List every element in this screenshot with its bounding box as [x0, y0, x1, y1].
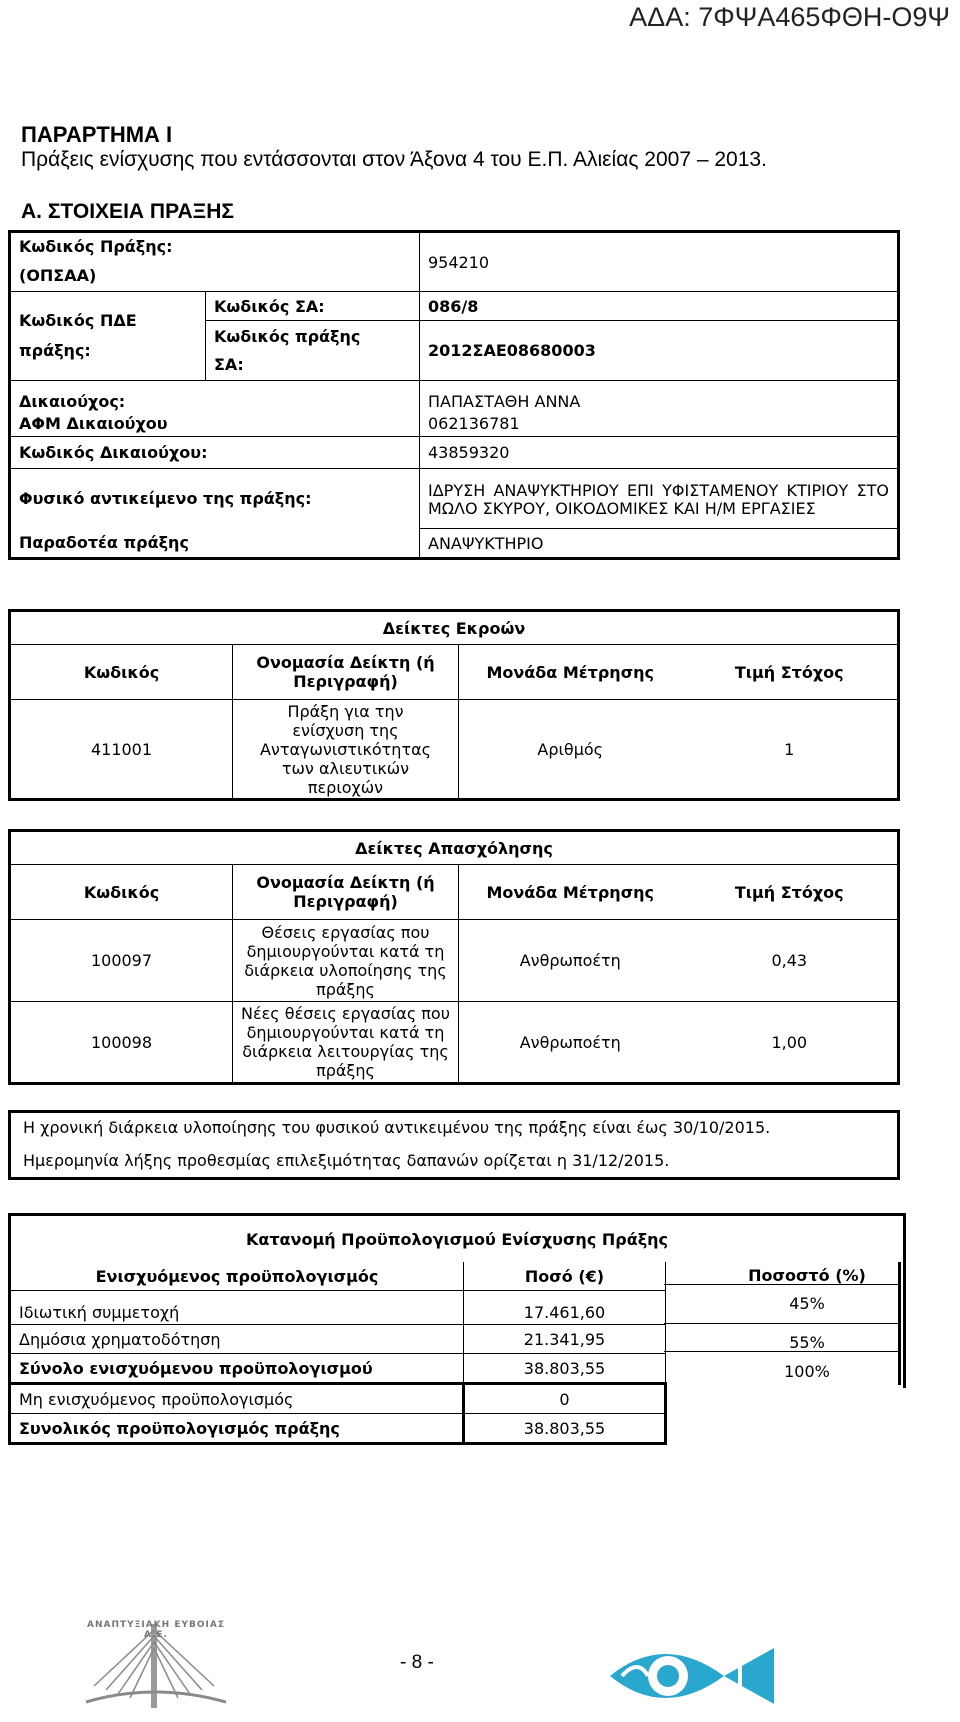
budget-row-amount: 38.803,55 — [464, 1414, 666, 1444]
employment-unit: Ανθρωποέτη — [459, 1002, 682, 1084]
beneficiary-code-label: Κωδικός Δικαιούχου: — [10, 437, 420, 469]
budget-table — [8, 1262, 667, 1445]
output-header-code: Κωδικός — [10, 645, 233, 700]
employment-name: Θέσεις εργασίας που δημιουργούνται κατά τη διάρκεια υλοποίησης της πράξης — [233, 920, 459, 1002]
afm-value: 062136781 — [420, 411, 899, 437]
page-number: - 8 - — [400, 1652, 434, 1673]
table-row — [10, 1325, 666, 1354]
output-indicators-table — [8, 609, 900, 801]
employment-target: 0,43 — [682, 920, 899, 1002]
annex-heading: ΠΑΡΑΡΤΗΜΑ Ι — [21, 122, 173, 147]
table-row — [10, 1414, 666, 1444]
budget-row-percent: 100% — [784, 1362, 830, 1381]
physical-object-value: ΙΔΡΥΣΗ ΑΝΑΨΥΚΤΗΡΙΟΥ ΕΠΙ ΥΦΙΣΤΑΜΕΝΟΥ ΚΤΙΡΙΟΥ ΣΤΟ ΜΩΛΟ ΣΚΥΡΟΥ, ΟΙΚΟΔΟΜΙΚΕΣ ΚΑΙ Η/Μ ΕΡΓΑΣΙΕΣ — [420, 469, 899, 529]
employment-header-target: Τιμή Στόχος — [682, 865, 899, 920]
employment-name: Νέες θέσεις εργασίας που δημιουργούνται κατά τη διάρκεια λειτουργίας της πράξης — [233, 1002, 459, 1084]
budget-row-amount: 21.341,95 — [464, 1325, 666, 1354]
table-row — [10, 920, 899, 1002]
sa-action-code-value: 2012ΣΑΕ08680003 — [420, 321, 899, 381]
employment-code: 100098 — [10, 1002, 233, 1084]
output-unit: Αριθμός — [459, 700, 682, 800]
budget-row-amount: 17.461,60 — [464, 1291, 666, 1325]
action-code-label: Κωδικός Πράξης: — [10, 232, 420, 261]
budget-row-percent: 45% — [789, 1294, 825, 1313]
budget-header-percent: Ποσοστό (%) — [748, 1266, 866, 1285]
budget-row-label: Μη ενισχυόμενος προϋπολογισμός — [10, 1384, 464, 1414]
budget-row-label: Συνολικός προϋπολογισμός πράξης — [10, 1414, 464, 1444]
sa-code-value: 086/8 — [420, 292, 899, 321]
beneficiary-value: ΠΑΠΑΣΤΑΘΗ ΑΝΝΑ — [420, 381, 899, 411]
output-indicators-title: Δείκτες Εκροών — [10, 611, 899, 645]
budget-row-amount: 38.803,55 — [464, 1354, 666, 1384]
output-header-unit: Μονάδα Μέτρησης — [459, 645, 682, 700]
action-code-value: 954210 — [420, 232, 899, 292]
logo-text: ΑΝΑΠΤΥΞΙΑΚΗ ΕΥΒΟΙΑΣ Α.Ε. — [87, 1620, 225, 1640]
budget-row-label: Σύνολο ενισχυόμενου προϋπολογισμού — [10, 1354, 464, 1384]
duration-line-1: Η χρονική διάρκεια υλοποίησης του φυσικού αντικειμένου της πράξης είναι έως 30/10/2015. — [23, 1118, 771, 1137]
deliverable-value: ΑΝΑΨΥΚΤΗΡΙΟ — [420, 529, 899, 559]
budget-row-amount: 0 — [464, 1384, 666, 1414]
employment-header-code: Κωδικός — [10, 865, 233, 920]
afm-label: ΑΦΜ Δικαιούχου — [10, 411, 420, 437]
fish-eye-logo-icon — [604, 1640, 780, 1712]
table-row — [10, 1291, 666, 1325]
section-a-title: Α. ΣΤΟΙΧΕΙΑ ΠΡΑΞΗΣ — [21, 200, 234, 223]
table-row — [10, 1002, 899, 1084]
deliverable-label: Παραδοτέα πράξης — [10, 529, 420, 559]
budget-title: Κατανομή Προϋπολογισμού Ενίσχυσης Πράξης — [245, 1230, 669, 1249]
budget-row-label: Ιδιωτική συμμετοχή — [10, 1291, 464, 1325]
employment-header-unit: Μονάδα Μέτρησης — [459, 865, 682, 920]
budget-header-label: Ενισχυόμενος προϋπολογισμός — [10, 1262, 464, 1291]
budget-row-label: Δημόσια χρηματοδότηση — [10, 1325, 464, 1354]
table-row — [10, 700, 899, 800]
pde-code-label: Κωδικός ΠΔΕ πράξης: — [10, 292, 206, 381]
output-name: Πράξη για την ενίσχυση της Ανταγωνιστικότητας των αλιευτικών περιοχών — [233, 700, 459, 800]
annex-subheading: Πράξεις ενίσχυσης που εντάσσονται στον Άξονα 4 του Ε.Π. Αλιείας 2007 – 2013. — [21, 148, 767, 171]
employment-code: 100097 — [10, 920, 233, 1002]
ada-code: ΑΔΑ: 7ΦΨΑ465ΦΘΗ-Ο9Ψ — [629, 2, 950, 32]
table-row — [10, 1384, 666, 1414]
action-details-table — [8, 230, 900, 560]
sa-code-label: Κωδικός ΣΑ: — [206, 292, 420, 321]
output-code: 411001 — [10, 700, 233, 800]
employment-unit: Ανθρωποέτη — [459, 920, 682, 1002]
budget-header-amount: Ποσό (€) — [464, 1262, 666, 1291]
sa-action-code-label: Κωδικός πράξης ΣΑ: — [206, 321, 420, 381]
budget-row-percent: 55% — [789, 1333, 825, 1352]
employment-indicators-table — [8, 829, 900, 1085]
output-target: 1 — [682, 700, 899, 800]
anaptyxiaki-logo — [86, 1620, 226, 1712]
physical-object-label: Φυσικό αντικείμενο της πράξης: — [10, 469, 420, 529]
output-header-name: Ονομασία Δείκτη (ή Περιγραφή) — [233, 645, 459, 700]
output-header-target: Τιμή Στόχος — [682, 645, 899, 700]
beneficiary-label: Δικαιούχος: — [10, 381, 420, 411]
table-row — [10, 1354, 666, 1384]
duration-box — [8, 1110, 900, 1180]
fisheries-logo — [604, 1640, 780, 1712]
duration-line-2: Ημερομηνία λήξης προθεσμίας επιλεξιμότητας δαπανών ορίζεται η 31/12/2015. — [23, 1151, 670, 1170]
employment-header-name: Ονομασία Δείκτη (ή Περιγραφή) — [233, 865, 459, 920]
beneficiary-code-value: 43859320 — [420, 437, 899, 469]
employment-target: 1,00 — [682, 1002, 899, 1084]
action-code-label-2: (ΟΠΣΑΑ) — [10, 261, 420, 292]
employment-indicators-title: Δείκτες Απασχόλησης — [10, 831, 899, 865]
